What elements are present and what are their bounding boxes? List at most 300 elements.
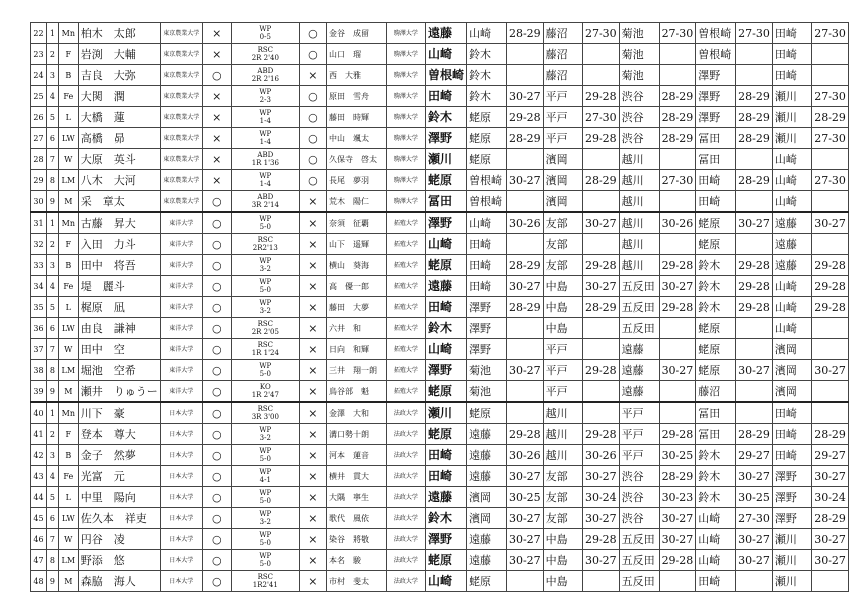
referee: 田崎 [426, 297, 467, 318]
judge-4: 冨田 [696, 149, 736, 170]
table-row [31, 466, 849, 487]
judge-4-score [736, 402, 773, 424]
referee: 蛯原 [426, 424, 467, 445]
judge-5: 瀬川 [772, 529, 811, 550]
opponent-university: 法政大学 [386, 487, 425, 508]
judge-2: 中島 [543, 318, 582, 339]
judge-3-score [659, 44, 696, 65]
decision-detail: 0-5 [259, 33, 271, 41]
referee: 田崎 [426, 445, 467, 466]
opponent-university: 法政大学 [386, 424, 425, 445]
judge-2-score: 28-29 [582, 170, 619, 191]
judge-5: 山崎 [772, 276, 811, 297]
judge-3-score [659, 571, 696, 592]
boxer-university: 東洋大学 [160, 318, 202, 339]
decision-type: ABD [257, 193, 274, 201]
judge-4-score: 30-27 [736, 212, 773, 234]
decision-type: WP [259, 109, 272, 117]
opponent-name: 横井 貫大 [327, 466, 387, 487]
opponent-result-mark: × [299, 318, 326, 339]
judge-3: 五反田 [619, 571, 659, 592]
weight-class: Fe [58, 466, 78, 487]
boxer-university: 日本大学 [160, 466, 202, 487]
weight-order: 7 [46, 529, 58, 550]
boxer-university: 東洋大学 [160, 276, 202, 297]
judge-1: 蛯原 [467, 107, 507, 128]
bout-number: 41 [31, 424, 47, 445]
decision-type: ABD [257, 67, 274, 75]
weight-order: 8 [46, 360, 58, 381]
result-mark: × [202, 128, 231, 149]
decision [231, 149, 299, 170]
opponent-university: 駒澤大学 [386, 107, 425, 128]
decision-type: RSC [257, 405, 274, 413]
weight-class: LW [58, 508, 78, 529]
referee: 遠藤 [426, 276, 467, 297]
judge-3-score: 27-30 [659, 23, 696, 44]
judge-1: 澤野 [467, 318, 507, 339]
opponent-result-mark: ○ [299, 149, 326, 170]
decision-detail: 3R 3'00 [251, 413, 279, 421]
boxer-university: 日本大学 [160, 571, 202, 592]
opponent-result-mark: ○ [299, 44, 326, 65]
opponent-result-mark: × [299, 550, 326, 571]
referee: 山崎 [426, 571, 467, 592]
bout-number: 42 [31, 445, 47, 466]
judge-1: 遠藤 [467, 529, 507, 550]
judge-5-score [812, 318, 849, 339]
result-mark: ○ [202, 318, 231, 339]
judge-2-score [582, 402, 619, 424]
table-row [31, 529, 849, 550]
decision-type: RSC [257, 573, 274, 581]
bout-number: 34 [31, 276, 47, 297]
boxer-name: 由良 謙神 [78, 318, 160, 339]
judge-5: 田崎 [772, 44, 811, 65]
weight-order: 9 [46, 571, 58, 592]
judge-1-score: 28-29 [506, 128, 543, 149]
opponent-name: 藤田 時輝 [327, 107, 387, 128]
judge-2-score: 29-28 [582, 86, 619, 107]
weight-class: B [58, 65, 78, 86]
judge-1: 菊池 [467, 381, 507, 403]
judge-3: 越川 [619, 212, 659, 234]
result-mark: ○ [202, 255, 231, 276]
judge-1-score [506, 44, 543, 65]
boxer-university: 東京農業大学 [160, 128, 202, 149]
judge-4-score: 29-28 [736, 297, 773, 318]
judge-3-score: 29-28 [659, 550, 696, 571]
decision [231, 23, 299, 44]
opponent-university: 駒澤大学 [386, 86, 425, 107]
judge-1-score [506, 149, 543, 170]
boxer-name: 柏木 太郎 [78, 23, 160, 44]
judge-3-score: 29-28 [659, 255, 696, 276]
decision-type: WP [259, 362, 272, 370]
judge-1-score [506, 318, 543, 339]
opponent-name: 六井 和 [327, 318, 387, 339]
judge-2-score: 28-29 [582, 297, 619, 318]
opponent-university: 拓殖大学 [386, 360, 425, 381]
bout-number: 30 [31, 191, 47, 213]
table-row [31, 508, 849, 529]
judge-4: 曽根崎 [696, 23, 736, 44]
judge-5: 遠藤 [772, 255, 811, 276]
boxer-name: 堤 麗斗 [78, 276, 160, 297]
weight-order: 3 [46, 65, 58, 86]
judge-4: 田崎 [696, 191, 736, 213]
opponent-result-mark: × [299, 339, 326, 360]
decision [231, 191, 299, 213]
judge-3: 渋谷 [619, 128, 659, 149]
boxer-university: 東洋大学 [160, 255, 202, 276]
judge-2-score: 30-27 [582, 508, 619, 529]
judge-2: 濱岡 [543, 170, 582, 191]
result-mark: ○ [202, 466, 231, 487]
opponent-result-mark: × [299, 466, 326, 487]
judge-3-score: 30-26 [659, 212, 696, 234]
judge-2-score: 29-28 [582, 255, 619, 276]
judge-1-score: 29-28 [506, 424, 543, 445]
boxer-university: 日本大学 [160, 402, 202, 424]
judge-4-score: 30-27 [736, 466, 773, 487]
judge-2: 友部 [543, 212, 582, 234]
judge-1-score: 29-28 [506, 107, 543, 128]
judge-2-score [582, 65, 619, 86]
weight-order: 8 [46, 550, 58, 571]
judge-4-score [736, 191, 773, 213]
decision-type: RSC [257, 236, 274, 244]
decision-type: WP [259, 257, 272, 265]
judge-4: 澤野 [696, 107, 736, 128]
table-row [31, 128, 849, 149]
weight-order: 8 [46, 170, 58, 191]
bout-number: 46 [31, 529, 47, 550]
decision-detail: 2R 2'16 [251, 75, 279, 83]
judge-5-score: 28-29 [812, 508, 849, 529]
judge-4-score [736, 65, 773, 86]
result-mark: ○ [202, 297, 231, 318]
weight-order: 5 [46, 297, 58, 318]
boxer-university: 日本大学 [160, 487, 202, 508]
judge-1: 鈴木 [467, 44, 507, 65]
judge-4-score: 30-27 [736, 529, 773, 550]
judge-4: 蛯原 [696, 339, 736, 360]
judge-2-score [582, 339, 619, 360]
judge-3: 遠藤 [619, 381, 659, 403]
table-row [31, 339, 849, 360]
bout-number: 28 [31, 149, 47, 170]
opponent-result-mark: × [299, 508, 326, 529]
weight-class: W [58, 339, 78, 360]
decision [231, 339, 299, 360]
weight-class: LM [58, 550, 78, 571]
opponent-university: 駒澤大学 [386, 149, 425, 170]
weight-order: 9 [46, 191, 58, 213]
weight-order: 4 [46, 466, 58, 487]
judge-4-score: 27-30 [736, 508, 773, 529]
result-mark: × [202, 107, 231, 128]
judge-4: 冨田 [696, 402, 736, 424]
result-mark: ○ [202, 424, 231, 445]
boxer-university: 東京農業大学 [160, 170, 202, 191]
judge-2-score: 29-28 [582, 424, 619, 445]
boxer-university: 東京農業大学 [160, 65, 202, 86]
judge-3-score: 28-29 [659, 107, 696, 128]
weight-class: L [58, 487, 78, 508]
boxer-name: 光富 元 [78, 466, 160, 487]
result-mark: ○ [202, 65, 231, 86]
judge-2: 中島 [543, 529, 582, 550]
judge-2-score: 30-27 [582, 550, 619, 571]
decision-detail: 1-4 [259, 117, 271, 125]
judge-3: 遠藤 [619, 339, 659, 360]
judge-3-score [659, 149, 696, 170]
judge-2-score: 27-30 [582, 23, 619, 44]
judge-1-score: 30-27 [506, 529, 543, 550]
decision [231, 276, 299, 297]
opponent-name: 金澤 大和 [327, 402, 387, 424]
judge-1-score: 28-29 [506, 297, 543, 318]
bout-number: 27 [31, 128, 47, 149]
opponent-university: 拓殖大学 [386, 255, 425, 276]
decision-type: WP [259, 426, 272, 434]
opponent-name: 高 優一郎 [327, 276, 387, 297]
result-mark: × [202, 44, 231, 65]
table-row [31, 487, 849, 508]
decision-type: WP [259, 468, 272, 476]
judge-1: 鈴木 [467, 65, 507, 86]
judge-3: 五反田 [619, 550, 659, 571]
decision-type: RSC [257, 341, 274, 349]
judge-2: 平戸 [543, 339, 582, 360]
boxer-name: 岩渕 大輔 [78, 44, 160, 65]
table-row [31, 571, 849, 592]
judge-3-score: 28-29 [659, 86, 696, 107]
judge-1: 蛯原 [467, 402, 507, 424]
result-mark: × [202, 86, 231, 107]
result-mark: × [202, 23, 231, 44]
bout-number: 33 [31, 255, 47, 276]
judge-1: 山崎 [467, 212, 507, 234]
judge-1: 蛯原 [467, 128, 507, 149]
weight-class: L [58, 107, 78, 128]
table-row [31, 234, 849, 255]
judge-2: 中島 [543, 276, 582, 297]
decision-type: WP [259, 215, 272, 223]
judge-1: 澤野 [467, 339, 507, 360]
judge-4: 澤野 [696, 86, 736, 107]
judge-2-score: 30-24 [582, 487, 619, 508]
judge-2: 越川 [543, 424, 582, 445]
referee: 鈴木 [426, 318, 467, 339]
weight-order: 1 [46, 402, 58, 424]
judge-5: 田崎 [772, 23, 811, 44]
opponent-result-mark: ○ [299, 170, 326, 191]
result-mark: ○ [202, 571, 231, 592]
opponent-university: 拓殖大学 [386, 276, 425, 297]
results-sheet [30, 22, 849, 592]
opponent-result-mark: × [299, 424, 326, 445]
weight-class: W [58, 149, 78, 170]
judge-1-score [506, 65, 543, 86]
opponent-result-mark: × [299, 65, 326, 86]
judge-4-score: 29-28 [736, 276, 773, 297]
judge-1: 濱岡 [467, 487, 507, 508]
judge-1: 田崎 [467, 255, 507, 276]
judge-2: 友部 [543, 508, 582, 529]
opponent-result-mark: ○ [299, 107, 326, 128]
weight-class: Mn [58, 23, 78, 44]
judge-2: 中島 [543, 297, 582, 318]
opponent-university: 法政大学 [386, 445, 425, 466]
judge-2: 越川 [543, 402, 582, 424]
opponent-name: 原田 雪舟 [327, 86, 387, 107]
boxer-name: 高橋 昴 [78, 128, 160, 149]
table-row [31, 149, 849, 170]
table-row [31, 255, 849, 276]
weight-class: Fe [58, 86, 78, 107]
opponent-result-mark: × [299, 445, 326, 466]
decision [231, 424, 299, 445]
decision [231, 360, 299, 381]
weight-order: 1 [46, 23, 58, 44]
bout-number: 35 [31, 297, 47, 318]
weight-order: 2 [46, 234, 58, 255]
boxer-university: 東洋大学 [160, 234, 202, 255]
result-mark: ○ [202, 487, 231, 508]
boxer-name: 金子 然夢 [78, 445, 160, 466]
opponent-university: 法政大学 [386, 571, 425, 592]
boxer-university: 東京農業大学 [160, 44, 202, 65]
referee: 澤野 [426, 212, 467, 234]
result-mark: ○ [202, 234, 231, 255]
weight-order: 6 [46, 508, 58, 529]
judge-3: 五反田 [619, 276, 659, 297]
boxer-name: 堀池 空希 [78, 360, 160, 381]
referee: 曽根崎 [426, 65, 467, 86]
table-row [31, 191, 849, 213]
boxer-university: 東洋大学 [160, 339, 202, 360]
decision-detail: 1R2'41 [252, 581, 278, 589]
table-row [31, 445, 849, 466]
judge-5: 瀬川 [772, 107, 811, 128]
judge-2: 友部 [543, 487, 582, 508]
judge-5: 濱岡 [772, 339, 811, 360]
table-row [31, 318, 849, 339]
judge-3: 渋谷 [619, 487, 659, 508]
judge-5-score [812, 571, 849, 592]
opponent-name: 西 大雅 [327, 65, 387, 86]
bout-number: 39 [31, 381, 47, 403]
judge-1-score [506, 234, 543, 255]
judge-3-score [659, 234, 696, 255]
judge-1: 澤野 [467, 297, 507, 318]
judge-5: 田崎 [772, 402, 811, 424]
decision-detail: 5-0 [259, 539, 271, 547]
result-mark: ○ [202, 445, 231, 466]
referee: 蛯原 [426, 170, 467, 191]
judge-3-score [659, 339, 696, 360]
referee: 瀬川 [426, 149, 467, 170]
judge-4: 鈴木 [696, 255, 736, 276]
judge-4-score: 30-27 [736, 360, 773, 381]
opponent-result-mark: × [299, 360, 326, 381]
bout-number: 45 [31, 508, 47, 529]
judge-5-score: 29-28 [812, 297, 849, 318]
boxer-name: 瀬井 りゅうー [78, 381, 160, 403]
boxer-name: 大橋 蓮 [78, 107, 160, 128]
boxer-name: 野添 悠 [78, 550, 160, 571]
boxer-name: 入田 力斗 [78, 234, 160, 255]
bout-number: 40 [31, 402, 47, 424]
judge-2: 濱岡 [543, 149, 582, 170]
opponent-name: 奈須 征覇 [327, 212, 387, 234]
boxer-university: 東京農業大学 [160, 86, 202, 107]
opponent-result-mark: × [299, 212, 326, 234]
judge-3-score: 28-29 [659, 466, 696, 487]
judge-2-score [582, 381, 619, 403]
opponent-university: 駒澤大学 [386, 191, 425, 213]
judge-5: 瀬川 [772, 571, 811, 592]
judge-3-score [659, 65, 696, 86]
judge-4-score: 28-29 [736, 170, 773, 191]
judge-3: 五反田 [619, 529, 659, 550]
judge-1-score: 28-29 [506, 23, 543, 44]
judge-5-score: 29-27 [812, 445, 849, 466]
boxer-name: 八木 大河 [78, 170, 160, 191]
referee: 山崎 [426, 234, 467, 255]
judge-1-score: 30-27 [506, 466, 543, 487]
judge-3-score [659, 381, 696, 403]
judge-4-score: 28-29 [736, 424, 773, 445]
judge-1: 遠藤 [467, 424, 507, 445]
decision-type: WP [259, 25, 272, 33]
judge-5: 瀬川 [772, 550, 811, 571]
decision-detail: 4-1 [259, 476, 271, 484]
judge-2: 中島 [543, 571, 582, 592]
judge-3: 菊池 [619, 44, 659, 65]
judge-2-score: 30-27 [582, 466, 619, 487]
judge-1-score: 30-27 [506, 550, 543, 571]
judge-5: 瀬川 [772, 128, 811, 149]
table-row [31, 297, 849, 318]
judge-1: 田崎 [467, 276, 507, 297]
decision-detail: 2R 2'05 [251, 328, 279, 336]
opponent-university: 拓殖大学 [386, 339, 425, 360]
decision-detail: 2R2'13 [252, 244, 278, 252]
opponent-name: 本名 駿 [327, 550, 387, 571]
judge-3: 五反田 [619, 297, 659, 318]
judge-3: 遠藤 [619, 360, 659, 381]
judge-3-score: 30-27 [659, 508, 696, 529]
judge-5-score: 30-27 [812, 550, 849, 571]
result-mark: ○ [202, 550, 231, 571]
decision [231, 65, 299, 86]
weight-class: M [58, 381, 78, 403]
judge-3-score: 27-30 [659, 170, 696, 191]
opponent-name: 長尾 夢羽 [327, 170, 387, 191]
boxer-name: 梶原 凪 [78, 297, 160, 318]
judge-4-score [736, 381, 773, 403]
decision-type: RSC [257, 320, 274, 328]
judge-4-score [736, 44, 773, 65]
judge-2-score: 30-27 [582, 212, 619, 234]
judge-2: 友部 [543, 466, 582, 487]
boxer-university: 東洋大学 [160, 360, 202, 381]
weight-order: 7 [46, 339, 58, 360]
decision-detail: 1-4 [259, 138, 271, 146]
